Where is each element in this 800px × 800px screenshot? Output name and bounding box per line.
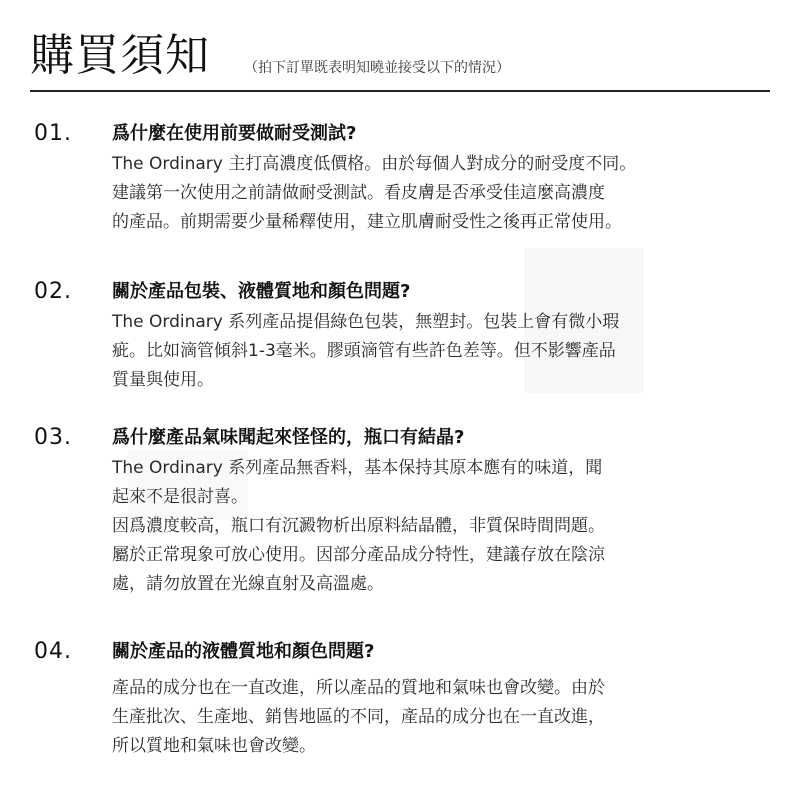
faq-question-row bbox=[34, 638, 774, 674]
faq-item-3 bbox=[34, 424, 774, 599]
faq-answer bbox=[112, 674, 772, 761]
faq-question-row bbox=[34, 278, 774, 308]
faq-item-2 bbox=[34, 278, 774, 395]
faq-answer-line: 生產批次、生產地、銷售地區的不同，產品的成分也在一直改進， bbox=[112, 707, 605, 727]
faq-question-row bbox=[34, 424, 774, 454]
faq-answer-line: 處，請勿放置在光線直射及高溫處。 bbox=[112, 574, 384, 594]
faq-answer-line: 質量與使用。 bbox=[112, 370, 214, 390]
faq-answer-line: 因爲濃度較高，瓶口有沉澱物析出原料結晶體，非質保時間問題。 bbox=[112, 516, 605, 536]
faq-item-1 bbox=[34, 120, 774, 237]
faq-answer-line: 疵。比如滴管傾斜1-3毫米。膠頭滴管有些許色差等。但不影響產品 bbox=[112, 341, 616, 361]
faq-answer-line: 屬於正常現象可放心使用。因部分產品成分特性，建議存放在陰涼 bbox=[112, 545, 605, 565]
faq-answer bbox=[112, 308, 772, 395]
faq-answer-line: The Ordinary 系列產品提倡綠色包裝，無塑封。包裝上會有微小瑕 bbox=[112, 312, 620, 332]
faq-answer-line: 起來不是很討喜。 bbox=[112, 487, 248, 507]
faq-item-4 bbox=[34, 638, 774, 761]
faq-answer-line: 的產品。前期需要少量稀釋使用，建立肌膚耐受性之後再正常使用。 bbox=[112, 212, 622, 232]
faq-number: 02. bbox=[34, 279, 72, 304]
faq-number: 03. bbox=[34, 425, 72, 450]
faq-question: 爲什麼在使用前要做耐受測試? bbox=[112, 123, 357, 144]
faq-question-row bbox=[34, 120, 774, 150]
page-title: 購買須知 bbox=[30, 30, 210, 81]
faq-answer bbox=[112, 454, 772, 599]
faq-number: 01. bbox=[34, 121, 72, 146]
faq-answer-line: 所以質地和氣味也會改變。 bbox=[112, 736, 316, 756]
faq-answer-line: The Ordinary 主打高濃度低價格。由於每個人對成分的耐受度不同。 bbox=[112, 154, 637, 174]
page-subtitle: （拍下訂單既表明知曉並接受以下的情況） bbox=[244, 60, 510, 76]
faq-answer bbox=[112, 150, 772, 237]
faq-answer-line: 建議第一次使用之前請做耐受測試。看皮膚是否承受佳這麼高濃度 bbox=[112, 183, 605, 203]
faq-question: 爲什麼產品氣味聞起來怪怪的，瓶口有結晶? bbox=[112, 427, 465, 448]
header-divider bbox=[30, 90, 770, 92]
faq-number: 04. bbox=[34, 639, 72, 664]
faq-question: 關於產品包裝、液體質地和顏色問題? bbox=[112, 281, 411, 302]
page-header bbox=[30, 28, 770, 92]
faq-answer-line: The Ordinary 系列產品無香料，基本保持其原本應有的味道，聞 bbox=[112, 458, 603, 478]
faq-answer-line: 產品的成分也在一直改進，所以產品的質地和氣味也會改變。由於 bbox=[112, 678, 605, 698]
faq-question: 關於產品的液體質地和顏色問題? bbox=[112, 641, 375, 662]
